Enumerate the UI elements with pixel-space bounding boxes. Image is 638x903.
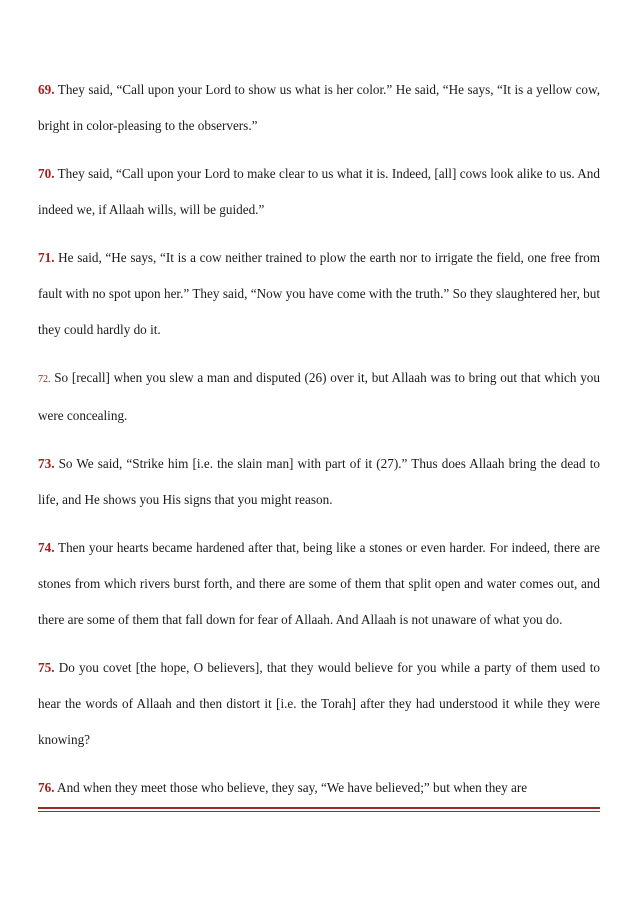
- verse-71: [38, 240, 600, 348]
- verse-number: 75.: [38, 660, 55, 675]
- verse-text: They said, “Call upon your Lord to make clear to us what it is. Indeed, [all] cows look alike to us. And indeed we, if Allaah wills, will be guided.”: [38, 166, 600, 217]
- verse-73: [38, 446, 600, 518]
- verse-number: 72.: [38, 374, 51, 385]
- verse-number: 73.: [38, 456, 55, 471]
- verse-text: So We said, “Strike him [i.e. the slain man] with part of it (27).” Thus does Allaah bring the dead to life, and He shows you His signs that you might reason.: [38, 456, 600, 507]
- verse-75: [38, 650, 600, 758]
- verse-number: 71.: [38, 250, 55, 265]
- verse-number: 76.: [38, 780, 55, 795]
- document-page: [38, 72, 600, 818]
- verse-69: [38, 72, 600, 144]
- verse-text: He said, “He says, “It is a cow neither trained to plow the earth nor to irrigate the field, one free from fault with no spot upon her.” They said, “Now you have come with the truth.” So they slaughtered her, but they could hardly do it.: [38, 250, 600, 337]
- verse-text: And when they meet those who believe, they say, “We have believed;” but when they are: [54, 780, 528, 795]
- verse-76: [38, 770, 600, 806]
- verse-70: [38, 156, 600, 228]
- verse-text: Do you covet [the hope, O believers], that they would believe for you while a party of them used to hear the words of Allaah and then distort it [i.e. the Torah] after they had understood it while they were knowing?: [38, 660, 600, 747]
- footer-rule-thin: [38, 811, 600, 812]
- verse-72: [38, 360, 600, 434]
- verse-text: They said, “Call upon your Lord to show us what is her color.” He said, “He says, “It is a yellow cow, bright in color-pleasing to the observers.”: [38, 82, 600, 133]
- verse-74: [38, 530, 600, 638]
- verse-text: So [recall] when you slew a man and disputed (26) over it, but Allaah was to bring out that which you were concealing.: [38, 370, 600, 423]
- verse-number: 74.: [38, 540, 55, 555]
- verse-text: Then your hearts became hardened after that, being like a stones or even harder. For indeed, there are stones from which rivers burst forth, and there are some of them that split open and water comes out, and there are some of them that fall down for fear of Allaah. And Allaah is not unaware of what you do.: [38, 540, 600, 627]
- verse-number: 69.: [38, 82, 55, 97]
- footer-rule-thick: [38, 807, 600, 809]
- verse-number: 70.: [38, 166, 55, 181]
